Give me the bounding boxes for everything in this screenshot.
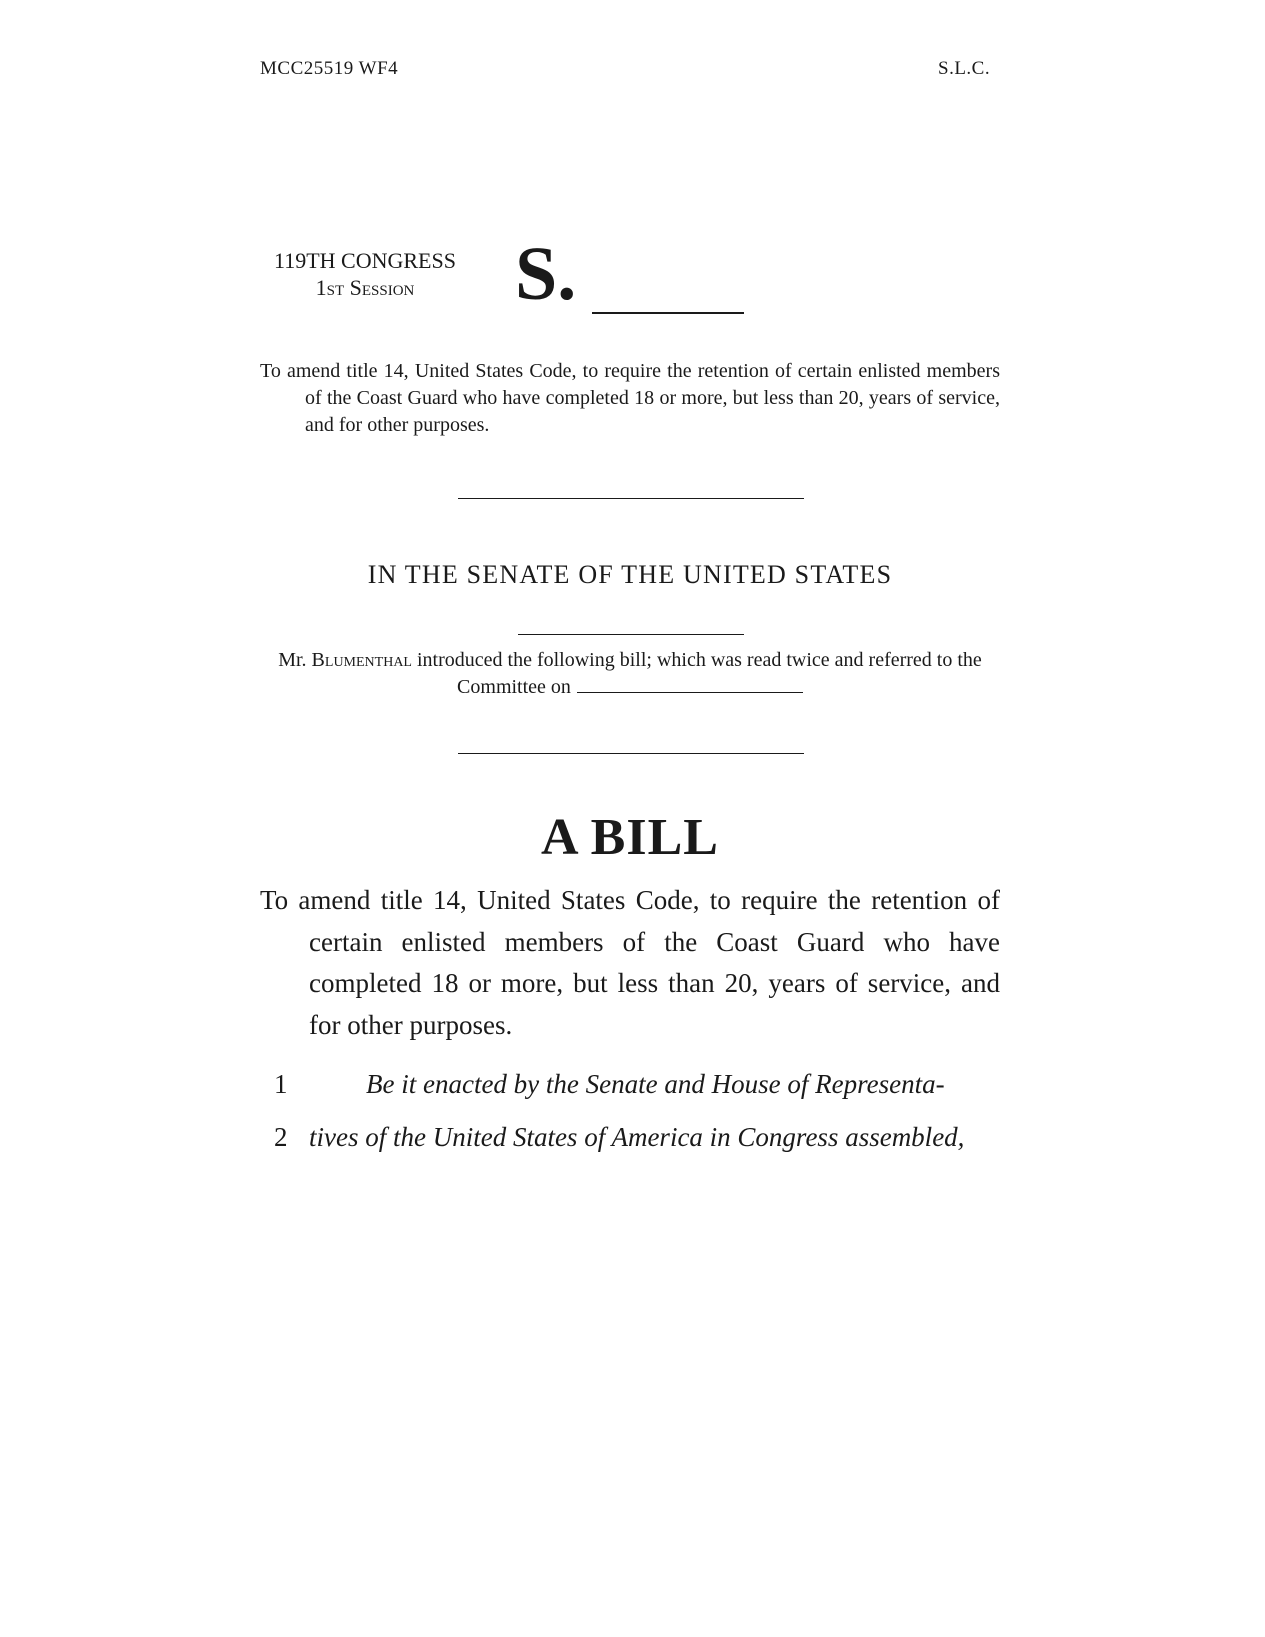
short-divider-rule (518, 634, 744, 635)
short-title: To amend title 14, United States Code, to require the retention of certain enlisted members of the Coast Guard who have completed 18 or more, but less than 20, years of service, and for other purposes. (260, 360, 1000, 436)
bill-number-blank (592, 312, 744, 314)
bill-prefix: S. (515, 232, 577, 316)
chamber-heading: IN THE SENATE OF THE UNITED STATES (367, 560, 893, 589)
introduction-text: introduced the following bill; which was read twice and referred to the Committee on (416, 649, 982, 698)
congress-session-block (260, 247, 470, 301)
sponsor-prefix: Mr. (278, 649, 307, 671)
enacting-clause-text: Be it enacted by the Senate and House of Representa- (366, 1069, 945, 1099)
enacting-clause-text: tives of the United States of America in Congress assembled, (309, 1122, 965, 1152)
congress-number: 119TH CONGRESS (274, 248, 456, 273)
sponsor-name: Blumenthal (311, 649, 412, 671)
session-number: 1st Session (315, 275, 415, 300)
long-title: To amend title 14, United States Code, to require the retention of certain enlisted members of the Coast Guard who have completed 18 or more, but less than 20, years of service, and for other purposes. (260, 885, 1000, 1040)
committee-blank (577, 676, 803, 693)
document-code: MCC25519 WF4 (260, 58, 399, 79)
line-number: 1 (274, 1069, 288, 1099)
introduction-statement (275, 647, 985, 701)
divider-rule (458, 498, 804, 499)
line-number: 2 (274, 1122, 288, 1152)
document-type-heading: A BILL (541, 809, 719, 866)
office-code: S.L.C. (938, 58, 991, 79)
divider-rule (458, 753, 804, 754)
